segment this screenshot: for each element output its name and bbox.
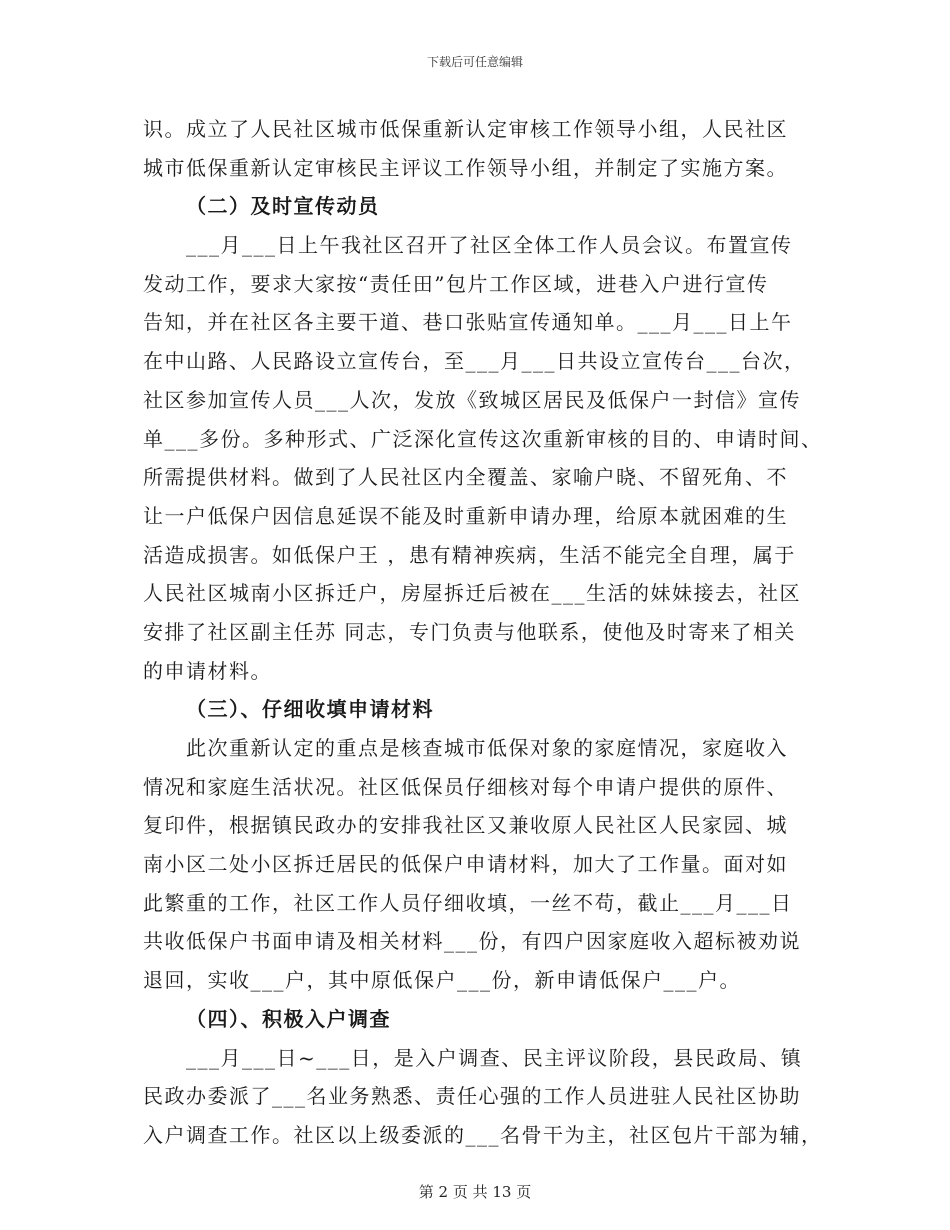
text-line: 安排了社区副主任苏 同志，专门负责与他联系，使他及时寄来了相关 [143,619,796,644]
page-footer: 第 2 页 共 13 页 [418,1183,532,1201]
text-line: 所需提供材料。做到了人民社区内全覆盖、家喻户晓、不留死角、不 [143,465,788,490]
text-line: 入户调查工作。社区以上级委派的___名骨干为主，社区包片干部为辅， [143,1122,823,1147]
text-line: 复印件，根据镇民政办的安排我社区又兼收原人民社区人民家园、城 [143,813,788,838]
section-heading: （四）、积极入户调查 [186,1006,391,1031]
text-line: 人民社区城南小区拆迁户，房屋拆迁后被在___生活的妹妹接去，社区 [143,581,801,606]
text-line: 识。成立了人民社区城市低保重新认定审核工作领导小组，人民社区 [143,117,788,141]
section-heading: （二）及时宣传动员 [186,194,380,219]
text-line: 城市低保重新认定审核民主评议工作领导小组，并制定了实施方案。 [143,155,788,180]
document-body [143,110,823,1155]
text-line: 发动工作，要求大家按“责任田”包片工作区域，进巷入户进行宣传 [143,271,769,296]
text-line: 活造成损害。如低保户王 ，患有精神疾病，生活不能完全自理，属于 [143,542,796,567]
text-line: 退回，实收___户，其中原低保户___份，新申请低保户___户。 [143,968,741,993]
text-line: 告知，并在社区各主要干道、巷口张贴宣传通知单。___月___日上午 [143,310,793,335]
page-header: 下载后可任意编辑 [426,55,523,69]
text-line: 单___多份。多种形式、广泛深化宣传这次重新审核的目的、申请时间、 [143,426,823,451]
section-heading: （三）、仔细收填申请材料 [186,697,434,722]
text-line: ___月___日上午我社区召开了社区全体工作人员会议。布置宣传 [186,233,793,258]
text-line: 情况和家庭生活状况。社区低保员仔细核对每个申请户提供的原件、 [143,774,788,799]
text-line: 南小区二处小区拆迁居民的低保户申请材料，加大了工作量。面对如 [143,852,788,877]
text-line: 民政办委派了___名业务熟悉、责任心强的工作人员进驻人民社区协助 [143,1084,801,1109]
text-line: 共收低保户书面申请及相关材料___份，有四户因家庭收入超标被劝说 [143,929,801,954]
text-line: 让一户低保户因信息延误不能及时重新申请办理，给原本就困难的生 [143,503,788,528]
text-line: 在中山路、人民路设立宣传台，至___月___日共设立宣传台___台次， [143,349,806,374]
text-line: 社区参加宣传人员___人次，发放《致城区居民及低保户一封信》宣传 [143,387,801,412]
text-line: 此次重新认定的重点是核查城市低保对象的家庭情况，家庭收入 [186,736,788,760]
text-line: 的申请材料。 [143,658,272,683]
text-line: 此繁重的工作，社区工作人员仔细收填，一丝不苟，截止___月___日 [143,890,793,915]
text-line: ___月___日~___日，是入户调查、民主评议阶段，县民政局、镇 [186,1045,803,1070]
